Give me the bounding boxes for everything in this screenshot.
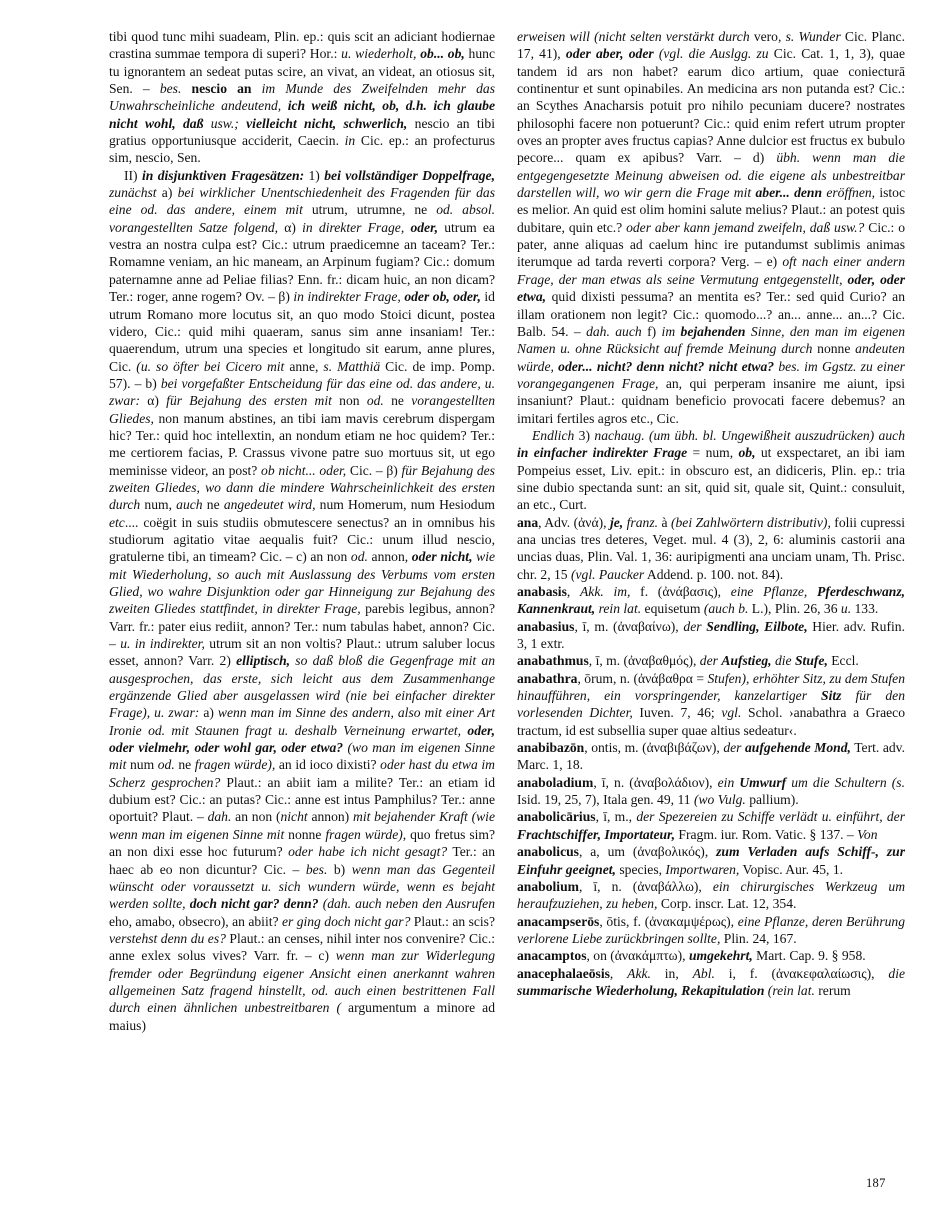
dictionary-entry: anaboladium, ī, n. (ἀναβολάδιον), ein Umwurf um die Schultern (s. Isid. 19, 25, 7), Itala gen. 49, 11 (wo Vulg. pallium). <box>517 774 905 808</box>
dictionary-entry: anacephalaeōsis, Akk. in, Abl. i, f. (ἀνακεφαλαίωσις), die summarische Wiederholung, Rekapitulation (rein lat. rerum <box>517 965 906 998</box>
dictionary-entry: anabolium, ī, n. (ἀναβάλλω), ein chirurgisches Werkzeug um heraufzuziehen, zu heben, Corp. inscr. Lat. 12, 354. <box>517 878 906 912</box>
dictionary-entry: anabasius, ī, m. (ἀναβαίνω), der Sendling, Eilbote, Hier. adv. Rufin. 3, 1 extr. <box>517 618 905 652</box>
page-number: 187 <box>866 1176 886 1190</box>
left-column <box>109 28 495 1034</box>
dictionary-entry: anacampserōs, ōtis, f. (ἀνακαμψέρως), eine Pflanze, deren Berührung verlorene Liebe zurückbringen sollte, Plin. 24, 167. <box>517 913 905 946</box>
dictionary-entry: anabolicus, a, um (ἀναβολικός), zum Verladen aufs Schiff-, zur Einfuhr geeignet, species, Importwaren, Vopisc. Aur. 45, 1. <box>517 844 905 877</box>
dictionary-entry: ana, Adv. (ἀνά), je, franz. à (bei Zahlwörtern distributiv), folii cupressi ana uncias tres deteres, Veget. mul. 4 (3), 2, 6: aluminis castorii ana uncias duas, Plin. Val. 1, 36: auripigmenti ana unciam unam, Th. Prisc. chr. 2, 15 (vgl. Paucker Addend. p. 100. not. 84). <box>517 514 905 582</box>
dictionary-entry: erweisen will (nicht selten verstärkt durch vero, s. Wunder Cic. Planc. 17, 41), oder aber, oder (vgl. die Auslgg. zu Cic. Cat. 1, 1, 3), quae tandem id ars non habet? earum dico artium, quae coniecturā continentur et sunt opinabiles. An medicina ars non putanda est? Cic.: an Scythes Anacharsis potuit pro nihilo pecuniam ducere? nostrates philosophi facere non potuerunt? Cic.: quid enim refert utrum propter oves an propter aves fructus capias? Anne dulcior est fructus ex bubulo pecore... quam ex apibus? Varr. – d) übh. wenn man die entgegengesetzte Meinung abweisen od. die eigene als unbestreitbar darstellen will, wo wir gern die Frage mit aber... denn eröffnen, istoc es melior. An quid est olim homini salute melius? Plaut.: an potest quis dubitare, quin etc.? oder aber kann jemand zweifeln, daß usw.? Cic.: o pater, anne aliquas ad caelum hinc ire putandumst sublimis animas iterumque ad tarda reverti corpora? Verg. – e) oft nach einer andern Frage, der man etwas als seine Vermutung entgegenstellt, oder, oder etwa, quid dixisti pessuma? an mentita es? Ter.: sed quid Curio? an illam orationem non legit? Cic.: quomodo...? an... anne... an...? Cic. Balb. 54. – dah. auch f) im bejahenden Sinne, den man im eigenen Namen u. ohne Rücksicht auf fremde Meinung durch nonne andeuten würde, oder... nicht? denn nicht? nicht etwa? bes. im Ggstz. zu einer vorangegangenen Frage, an, qui perperam insanire me aiunt, ipsi insaniunt? Plaut.: quidnam beneficio provocati facere debemus? an imitari fertiles agros etc., Cic. <box>517 29 905 426</box>
right-column <box>517 28 905 999</box>
dictionary-entry: anabibazōn, ontis, m. (ἀναβιβάζων), der aufgehende Mond, Tert. adv. Marc. 1, 18. <box>517 740 905 773</box>
dictionary-entry: anabasis, Akk. im, f. (ἀνάβασις), eine Pflanze, Pferdeschwanz, Kannenkraut, rein lat. equisetum (auch b. L.), Plin. 26, 36 u. 133. <box>517 584 906 617</box>
dictionary-entry: anacamptos, on (ἀνακάμπτω), umgekehrt, Mart. Cap. 9. § 958. <box>517 948 866 964</box>
dictionary-entry: anabolicārius, ī, m., der Spezereien zu Schiffe verlädt u. einführt, der Frachtschiffer, Importateur, Fragm. iur. Rom. Vatic. § 137. – Von <box>517 809 906 842</box>
dictionary-entry: tibi quod tunc mihi suadeam, Plin. ep.: quis scit an adiciant hodiernae crastina summae tempora di superi? Hor.: u. wiederholt, ob... ob, hunc tu ignorantem an sedeat putas scire, an vivat, an videat, an otiosus sit, Sen. – bes. nescio an im Munde des Zweifelnden mehr das Unwahrscheinliche andeutend, ich weiß nicht, ob, d.h. ich glaube nicht wohl, daß usw.; vielleicht nicht, schwerlich, nescio an tibi gratius opportuniusque acciderit, Caecin. in Cic. ep.: an profecturus sim, nescio, Sen. <box>109 29 496 166</box>
paragraph: II) in disjunktiven Fragesätzen: 1) bei vollständiger Doppelfrage, zunächst a) bei wirklicher Unentschiedenheit des Fragenden für das eine od. das andere, einem mit utrum, utrumne, ne od. absol. vorangestellten Satze folgend, α) in direkter Frage, oder, utrum ea vestra an nostra culpa est? Cic.: utrum praedicemne an taceam? Ter.: Romamne veniam, an hic maneam, an Arpinum fugiam? Cic.: domum paternamne anne ad Peliae filias? Enn. fr.: dicam huic, an non dicam? Ter.: roger, anne rogem? Ov. – β) in indirekter Frage, oder ob, oder, id utrum Romano more locutus sit, an quo modo Stoici dicunt, postea videro, Cic.: quid mihi quaeram, sanus sim anne insaniam! Ter.: quaerendum, utrum una species et longitudo sit earum, anne plures, Cic. (u. so öfter bei Cicero mit anne, s. Matthiä Cic. de imp. Pomp. 57). – b) bei vorgefaßter Entscheidung für das eine od. das andere, u. zwar: α) für Bejahung des ersten mit non od. ne vorangestellten Gliedes, non manum abstines, an tibi iam mavis cerebrum dispergam hic? Ter.: quid hoc intellextin, an nondum etiam ne hoc quidem? Ter.: me certiorem facias, P. Crassus vivone patre suo mortuus sit, ut ego meminisse videor, an post? ob nicht... oder, Cic. – β) für Bejahung des zweiten Gliedes, wo dann die mindere Wahrscheinlichkeit des ersten durch num, auch ne angedeutet wird, num Homerum, num Hesiodum etc.... coëgit in suis studiis obmutescere senectus? an in omnibus his studiorum agitatio vitae aequalis fuit? Cic.: unum illud nescio, gratulerne tibi, an timeam? Cic. – c) an non od. annon, oder nicht, wie mit Wiederholung, so auch mit Auslassung des Verbums vom ersten Glied, wo wahre Disjunktion oder gar Hinneigung zur Bejahung des zweiten Gliedes stattfindet, in direkter Frage, parebis legibus, annon? Varr. fr.: pater eius rediit, annon? Ter.: num tabulas habet, annon? Cic. – u. in indirekter, utrum sit an non voltis? Plaut.: utrum saluber locus esset, annon? Varr. 2) elliptisch, so daß bloß die Gegenfrage mit an ausgesprochen, das erste, sich leicht aus dem Zusammenhange ergänzende Glied aber ausgelassen wird (nie bei einfacher direkter Frage), u. zwar: a) wenn man im Sinne des andern, also mit einer Art Ironie od. mit Staunen fragt u. deshalb Verneinung erwartet, oder, oder vielmehr, oder wohl gar, oder etwa? (wo man im eigenen Sinne mit num od. ne fragen würde), an id ioco dixisti? oder hast du etwa im Scherz gesprochen? Plaut.: an abiit iam a milite? Ter.: an etiam id dubium est? Cic.: an putas? Cic.: anne est intus Pamphilus? Ter.: anne oportuit? Plaut. – dah. an non (nicht annon) mit bejahender Kraft (wie wenn man im eigenen Sinne mit nonne fragen würde), quo fretus sim? an non dixi esse hoc futurum? oder habe ich nicht gesagt? Ter.: an haec ab eo non dicuntur? Cic. – bes. b) wenn man das Gegenteil wünscht oder voraussetzt u. sich wundern würde, wenn es bejaht werden sollte, doch nicht gar? denn? (dah. auch neben den Ausrufen eho, amabo, obsecro), an abiit? er ging doch nicht gar? Plaut.: an scis? verstehst denn du es? Plaut.: an censes, nihil inter nos convenire? Cic.: anne exlex solus vives? Varr. fr. – c) wenn man zur Widerlegung fremder oder Begründung eigener Ansicht einen anerkannt wahren allgemeinen Satz fragend hinstellt, od. auch einen bestrittenen Fall durch einen ähnlichen unbestreitbaren ( argumentum a minore ad maius) <box>109 167 496 1033</box>
paragraph: Endlich 3) nachaug. (um übh. bl. Ungewißheit auszudrücken) auch in einfacher indirekter Frage = num, ob, ut exspectaret, an ibi iam Pompeius esset, Liv. epit.: in obscuro est, an didiceris, Plin. ep.: tria sine dubio spectanda sunt: an sit, quid sit, quale sit, Quint.: consuluit, an etc., Curt. <box>517 427 905 513</box>
dictionary-entry: anabathmus, ī, m. (ἀναβαθμός), der Aufstieg, die Stufe, Eccl. <box>517 653 859 669</box>
dictionary-entry: anabathra, ōrum, n. (ἀνάβαθρα = Stufen), erhöhter Sitz, zu dem Stufen hinaufführen, ein vorspringender, kanzelartiger Sitz für den vorlesenden Dichter, Iuven. 7, 46; vgl. Schol. ›anabathra a Graeco tractum, id est subsellia super quae altius sedeatur‹. <box>517 670 906 738</box>
